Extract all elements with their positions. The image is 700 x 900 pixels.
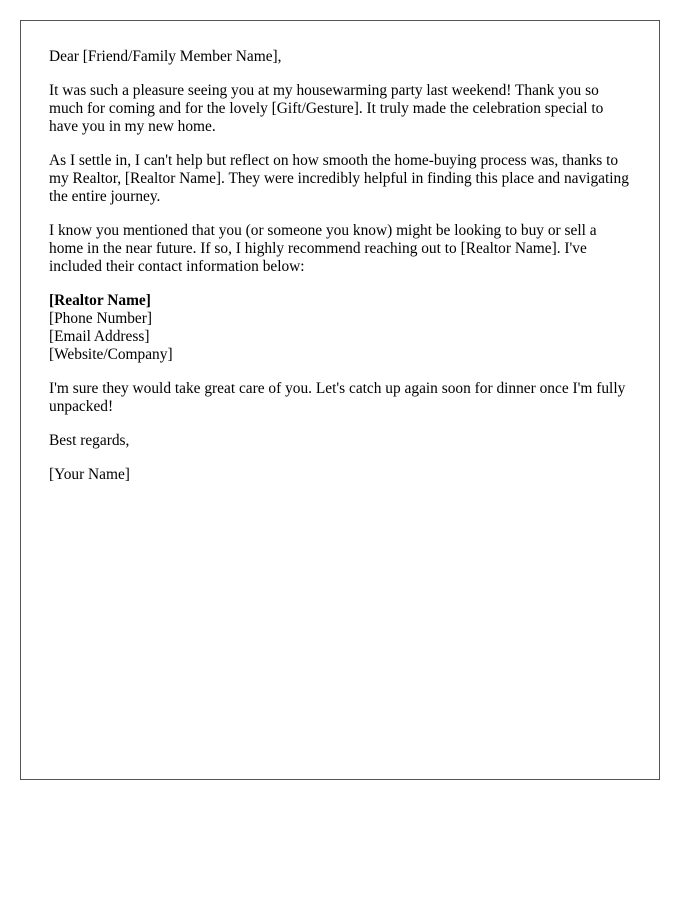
contact-phone: [Phone Number]: [49, 310, 153, 327]
contact-email: [Email Address]: [49, 328, 150, 345]
signature: [Your Name]: [49, 466, 130, 483]
paragraph-realtor: As I settle in, I can't help but reflect on how smooth the home-buying process was, thanks to my Realtor, [Realtor Name]. They were incredibly helpful in finding this place and navigating the entire journey.: [49, 152, 629, 205]
paragraph-closing: I'm sure they would take great care of you. Let's catch up again soon for dinner once I'm fully unpacked!: [49, 380, 626, 415]
paragraph-referral: I know you mentioned that you (or someone you know) might be looking to buy or sell a home in the near future. If so, I highly recommend reaching out to [Realtor Name]. I've included their contact information below:: [49, 222, 597, 275]
contact-block: [49, 292, 631, 364]
paragraph-thanks: It was such a pleasure seeing you at my housewarming party last weekend! Thank you so much for coming and for the lovely [Gift/Gesture]. It truly made the celebration special to have you in my new home.: [49, 82, 604, 135]
contact-website: [Website/Company]: [49, 346, 173, 363]
salutation: Dear [Friend/Family Member Name],: [49, 48, 282, 65]
contact-name: [Realtor Name]: [49, 292, 151, 309]
sign-off: Best regards,: [49, 432, 130, 449]
letter-document: [20, 20, 660, 780]
